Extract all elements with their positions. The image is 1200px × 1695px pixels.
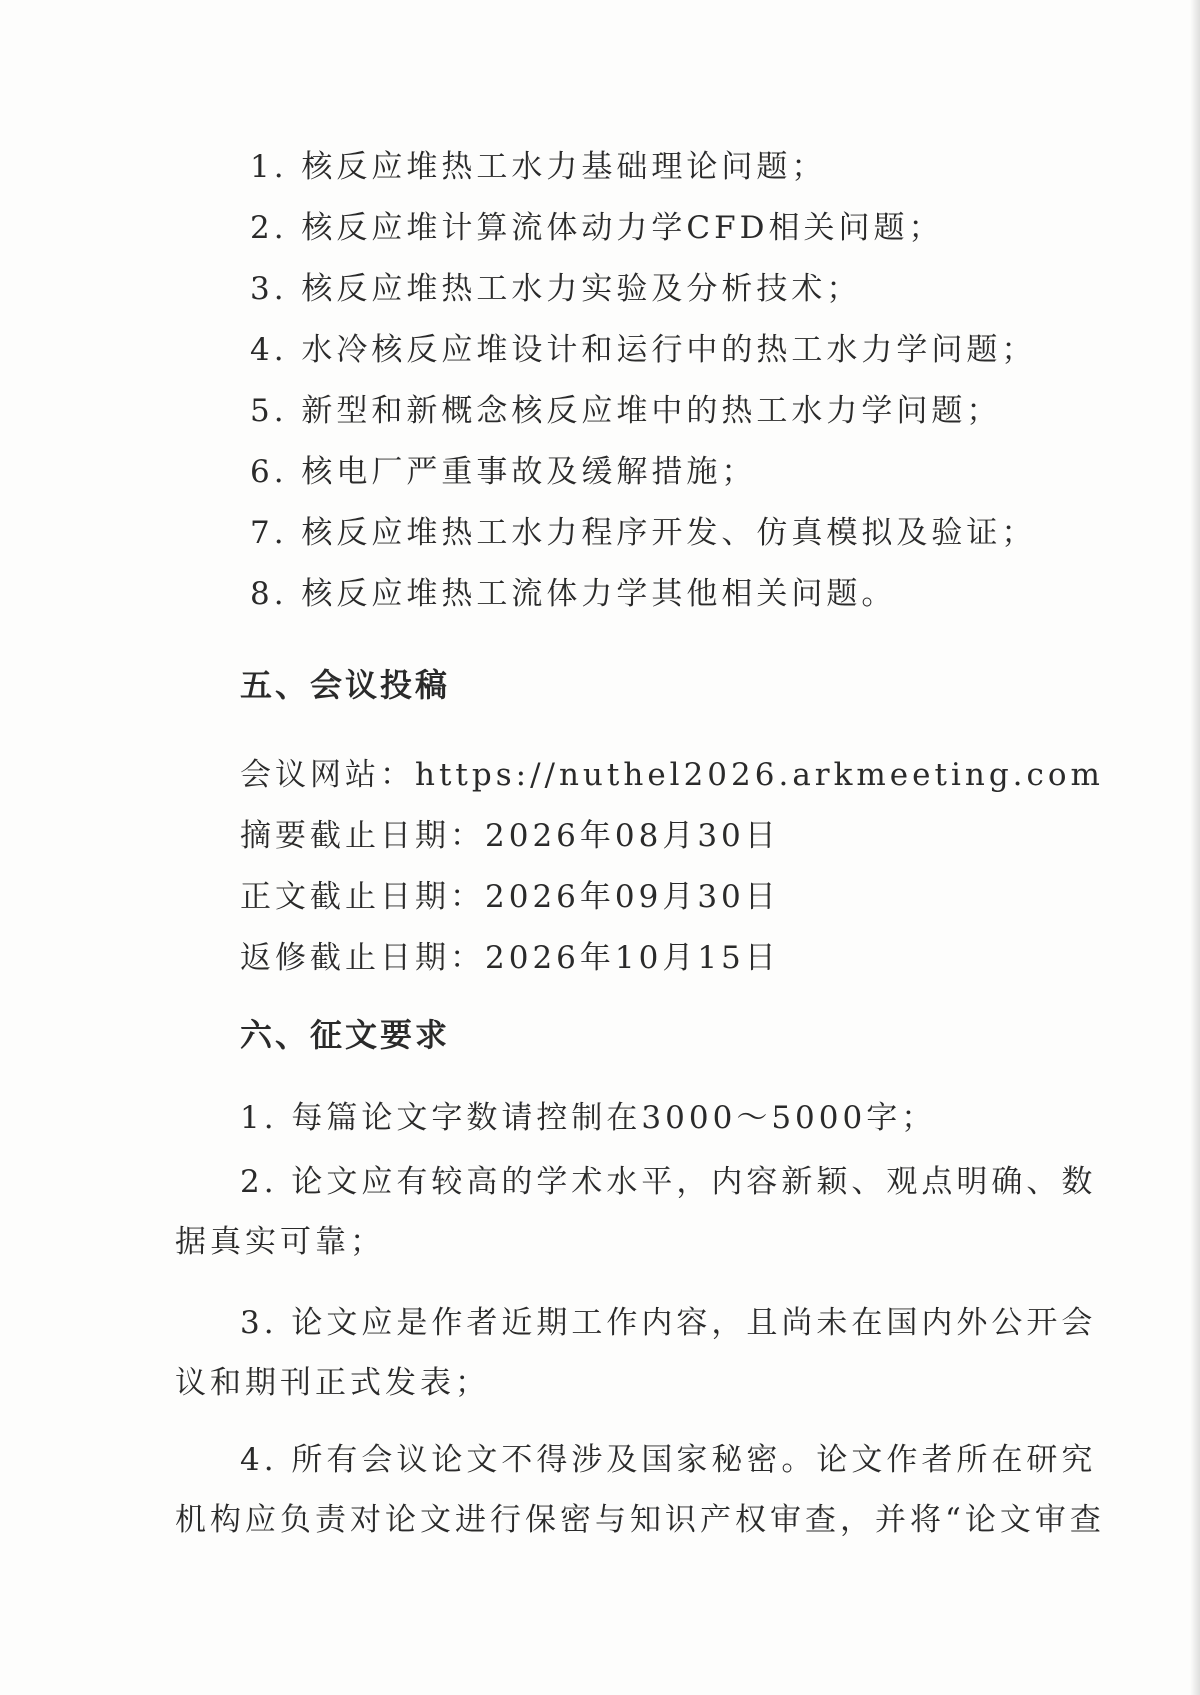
- fulltext-deadline: 正文截止日期：2026年09月30日: [240, 879, 780, 915]
- topic-item: 5. 新型和新概念核反应堆中的热工水力学问题；: [250, 393, 1002, 429]
- abstract-deadline: 摘要截止日期：2026年08月30日: [240, 818, 780, 854]
- requirement-continuation: 据真实可靠；: [175, 1224, 385, 1260]
- topic-item: 6. 核电厂严重事故及缓解措施；: [250, 454, 757, 490]
- requirement-item: 4. 所有会议论文不得涉及国家秘密。论文作者所在研究: [240, 1442, 1097, 1478]
- topic-item: 1. 核反应堆热工水力基础理论问题；: [250, 149, 827, 185]
- requirement-continuation: 议和期刊正式发表；: [175, 1365, 490, 1401]
- requirement-item: 1. 每篇论文字数请控制在3000～5000字；: [240, 1100, 937, 1136]
- requirement-item: 3. 论文应是作者近期工作内容，且尚未在国内外公开会: [240, 1305, 1097, 1341]
- topic-item: 8. 核反应堆热工流体力学其他相关问题。: [250, 576, 897, 612]
- topic-item: 7. 核反应堆热工水力程序开发、仿真模拟及验证；: [250, 515, 1037, 551]
- scan-edge-shadow: [1190, 0, 1200, 1695]
- topic-item: 2. 核反应堆计算流体动力学CFD相关问题；: [250, 210, 944, 246]
- requirement-continuation: 机构应负责对论文进行保密与知识产权审查，并将“论文审查: [175, 1502, 1105, 1538]
- requirement-item: 2. 论文应有较高的学术水平，内容新颖、观点明确、数: [240, 1164, 1097, 1200]
- topic-item: 3. 核反应堆热工水力实验及分析技术；: [250, 271, 862, 307]
- section-heading-submission: 五、会议投稿: [240, 666, 451, 704]
- revision-deadline: 返修截止日期：2026年10月15日: [240, 940, 780, 976]
- topic-item: 4. 水冷核反应堆设计和运行中的热工水力学问题；: [250, 332, 1037, 368]
- section-heading-requirements: 六、征文要求: [240, 1016, 451, 1054]
- conference-website: 会议网站：https://nuthel2026.arkmeeting.com: [240, 757, 1104, 793]
